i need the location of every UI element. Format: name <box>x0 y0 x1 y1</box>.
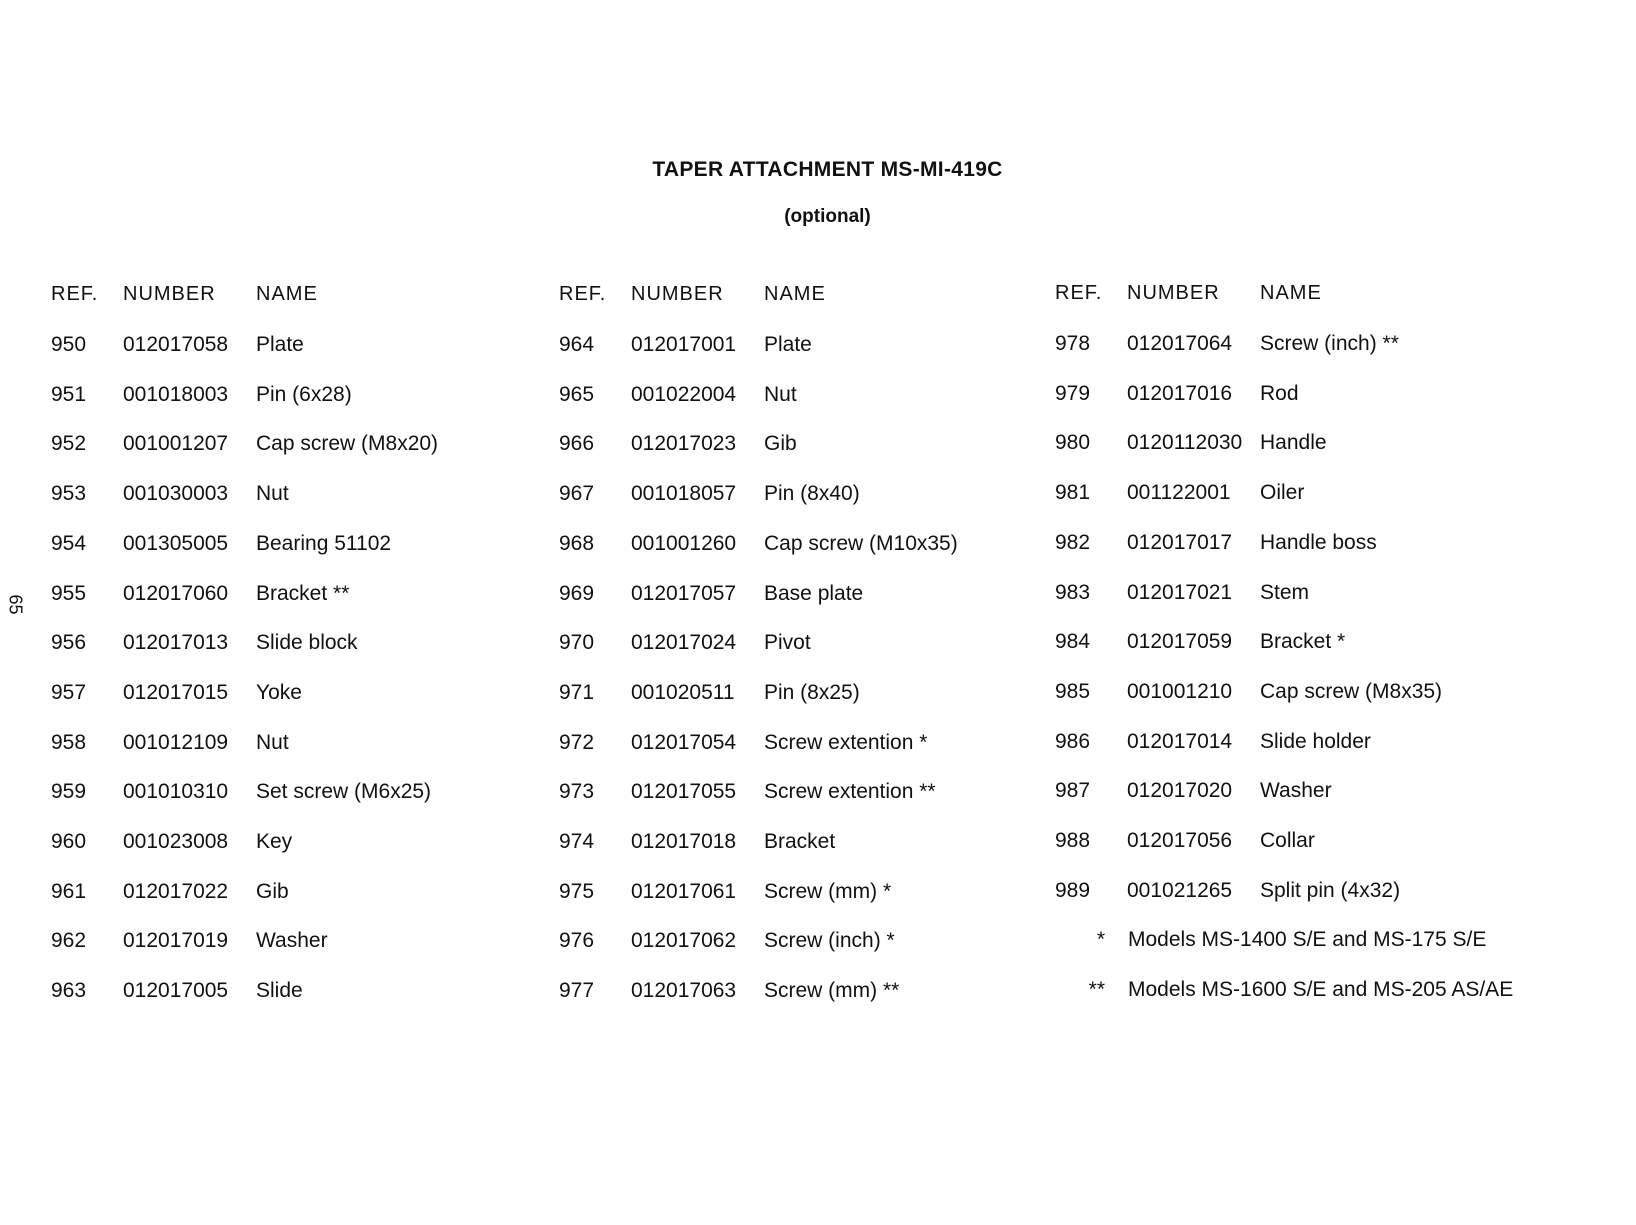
table-row <box>1055 879 1575 909</box>
part-name: Nut <box>764 382 797 406</box>
part-number: 012017020 <box>1127 779 1233 803</box>
part-ref: 958 <box>51 730 87 754</box>
part-ref: 953 <box>51 482 87 506</box>
table-row <box>559 383 1079 413</box>
part-number: 012017064 <box>1127 332 1233 355</box>
part-ref: 989 <box>1055 878 1091 902</box>
part-ref: 975 <box>559 879 595 903</box>
part-number: 001010310 <box>123 780 229 804</box>
part-ref: 988 <box>1055 829 1091 852</box>
table-row <box>1055 382 1575 412</box>
footnote-text: Models MS-1600 S/E and MS-205 AS/AE <box>1128 978 1514 1001</box>
table-row <box>51 482 571 512</box>
part-name: Nut <box>256 482 289 506</box>
part-ref: 960 <box>51 830 87 853</box>
table-row <box>51 333 571 363</box>
part-name: Pin (8x40) <box>764 482 860 506</box>
header-number: NUMBER <box>1127 282 1220 304</box>
part-number: 001122001 <box>1127 481 1231 505</box>
table-row <box>1055 431 1575 461</box>
table-row <box>559 532 1079 562</box>
part-ref: 962 <box>51 929 87 953</box>
part-number: 001021265 <box>1127 878 1233 902</box>
part-number: 012017001 <box>631 333 737 356</box>
part-number: 012017022 <box>123 879 229 903</box>
part-number: 001030003 <box>123 482 229 506</box>
part-ref: 981 <box>1055 481 1091 505</box>
part-name: Screw (inch) ** <box>1260 332 1399 355</box>
parts-column-2 <box>559 0 1079 1225</box>
part-number: 001023008 <box>123 830 229 853</box>
part-name: Screw (inch) * <box>764 929 895 953</box>
part-name: Gib <box>764 432 797 456</box>
table-row <box>51 929 571 959</box>
part-ref: 959 <box>51 780 87 804</box>
header-ref: REF. <box>51 283 99 305</box>
header-name: NAME <box>256 283 318 305</box>
part-name: Screw extention ** <box>764 780 936 804</box>
part-ref: 985 <box>1055 679 1091 703</box>
part-number: 001001260 <box>631 531 737 555</box>
part-name: Yoke <box>256 680 302 704</box>
part-number: 012017058 <box>123 333 229 356</box>
part-number: 012017060 <box>123 581 229 605</box>
table-row <box>51 731 571 761</box>
table-row <box>1055 730 1575 760</box>
table-row <box>559 582 1079 612</box>
part-name: Base plate <box>764 581 864 605</box>
part-name: Handle <box>1260 431 1327 455</box>
part-name: Pin (6x28) <box>256 382 352 406</box>
part-name: Key <box>256 830 293 853</box>
part-name: Split pin (4x32) <box>1260 878 1401 902</box>
table-row <box>51 830 571 860</box>
part-name: Slide <box>256 979 303 1003</box>
part-number: 012017017 <box>1127 530 1233 554</box>
part-name: Collar <box>1260 829 1315 852</box>
part-ref: 966 <box>559 432 595 456</box>
part-ref: 977 <box>559 979 595 1003</box>
table-row <box>559 432 1079 462</box>
parts-column-1 <box>51 0 571 1225</box>
part-ref: 964 <box>559 333 595 356</box>
table-row <box>1055 630 1575 660</box>
part-name: Gib <box>256 879 289 903</box>
table-row <box>51 582 571 612</box>
part-number: 012017055 <box>631 780 737 804</box>
part-name: Bracket ** <box>256 581 350 605</box>
part-name: Pin (8x25) <box>764 680 860 704</box>
part-ref: 973 <box>559 780 595 804</box>
part-name: Pivot <box>764 631 811 655</box>
part-name: Rod <box>1260 381 1299 405</box>
part-ref: 961 <box>51 879 87 903</box>
part-number: 001305005 <box>123 531 229 555</box>
part-name: Stem <box>1260 580 1310 604</box>
part-number: 012017005 <box>123 979 229 1003</box>
table-row <box>51 532 571 562</box>
table-row <box>559 880 1079 910</box>
part-ref: 967 <box>559 482 595 506</box>
table-row <box>51 780 571 810</box>
part-number: 001020511 <box>631 680 735 704</box>
part-name: Slide block <box>256 631 358 655</box>
part-ref: 957 <box>51 680 87 704</box>
page-number: 65 <box>5 594 26 615</box>
part-number: 012017062 <box>631 929 737 953</box>
part-number: 012017057 <box>631 581 737 605</box>
part-number: 001012109 <box>123 730 229 754</box>
part-ref: 984 <box>1055 630 1091 654</box>
footnote-mark: * <box>1096 928 1105 951</box>
table-row <box>1055 332 1575 362</box>
part-number: 012017061 <box>631 879 737 903</box>
part-ref: 983 <box>1055 580 1091 604</box>
part-ref: 952 <box>51 432 87 456</box>
part-number: 012017014 <box>1127 729 1233 753</box>
footnote-text: Models MS-1400 S/E and MS-175 S/E <box>1128 928 1487 951</box>
part-ref: 978 <box>1055 332 1091 355</box>
part-number: 012017016 <box>1127 381 1233 405</box>
part-ref: 954 <box>51 531 87 555</box>
part-number: 001001207 <box>123 432 229 456</box>
part-number: 012017054 <box>631 730 737 754</box>
page-title: TAPER ATTACHMENT MS-MI-419C <box>652 158 1003 181</box>
part-name: Cap screw (M8x20) <box>256 432 439 456</box>
table-row <box>559 830 1079 860</box>
part-ref: 976 <box>559 929 595 953</box>
part-ref: 951 <box>51 382 87 406</box>
part-ref: 968 <box>559 531 595 555</box>
part-name: Oiler <box>1260 481 1305 505</box>
part-number: 001001210 <box>1127 679 1233 703</box>
part-ref: 971 <box>559 680 595 704</box>
part-ref: 956 <box>51 631 87 655</box>
table-row <box>559 780 1079 810</box>
part-name: Slide holder <box>1260 729 1371 753</box>
part-number: 012017024 <box>631 631 737 655</box>
part-name: Bearing 51102 <box>256 531 392 555</box>
part-name: Bracket * <box>1260 630 1346 654</box>
part-number: 012017021 <box>1127 580 1233 604</box>
footnote-single-star <box>1055 928 1575 958</box>
part-number: 012017013 <box>123 631 229 655</box>
part-number: 012017015 <box>123 680 229 704</box>
part-ref: 950 <box>51 333 87 356</box>
part-number: 001022004 <box>631 382 737 406</box>
part-number: 012017023 <box>631 432 737 456</box>
header-name: NAME <box>1260 282 1322 304</box>
header-number: NUMBER <box>631 283 724 305</box>
part-ref: 963 <box>51 979 87 1003</box>
table-row <box>559 333 1079 363</box>
part-ref: 986 <box>1055 729 1091 753</box>
page-subtitle: (optional) <box>784 206 871 227</box>
part-name: Cap screw (M10x35) <box>764 531 958 555</box>
table-row <box>1055 779 1575 809</box>
footnote-mark: ** <box>1088 978 1105 1001</box>
part-number: 001018003 <box>123 382 229 406</box>
header-ref: REF. <box>559 283 607 305</box>
table-row <box>51 383 571 413</box>
part-number: 012017018 <box>631 830 737 853</box>
table-row <box>1055 581 1575 611</box>
table-row <box>1055 829 1575 859</box>
part-name: Cap screw (M8x35) <box>1260 679 1443 703</box>
part-ref: 970 <box>559 631 595 655</box>
part-ref: 972 <box>559 730 595 754</box>
part-name: Handle boss <box>1260 530 1377 554</box>
part-ref: 969 <box>559 581 595 605</box>
part-name: Screw extention * <box>764 730 928 754</box>
table-row <box>559 731 1079 761</box>
part-name: Screw (mm) ** <box>764 979 900 1003</box>
part-name: Plate <box>764 333 812 356</box>
part-ref: 965 <box>559 382 595 406</box>
table-row <box>51 880 571 910</box>
table-row <box>1055 481 1575 511</box>
part-name: Plate <box>256 333 304 356</box>
part-number: 0120112030 <box>1127 431 1243 455</box>
part-number: 001018057 <box>631 482 737 506</box>
header-ref: REF. <box>1055 282 1103 304</box>
part-ref: 987 <box>1055 779 1091 803</box>
part-ref: 980 <box>1055 431 1091 455</box>
part-name: Washer <box>1260 779 1332 803</box>
part-name: Nut <box>256 730 289 754</box>
part-number: 012017063 <box>631 979 737 1003</box>
part-ref: 979 <box>1055 381 1091 405</box>
table-row <box>51 432 571 462</box>
table-row <box>559 929 1079 959</box>
table-row <box>51 681 571 711</box>
part-ref: 974 <box>559 830 595 853</box>
footnote-double-star <box>1055 978 1575 1008</box>
part-number: 012017059 <box>1127 630 1233 654</box>
parts-column-3 <box>1055 0 1575 1225</box>
table-row <box>559 681 1079 711</box>
part-ref: 955 <box>51 581 87 605</box>
table-row <box>559 482 1079 512</box>
table-row <box>51 979 571 1009</box>
table-row <box>559 631 1079 661</box>
table-row <box>559 979 1079 1009</box>
table-row <box>1055 680 1575 710</box>
part-number: 012017019 <box>123 929 229 953</box>
table-row <box>51 631 571 661</box>
part-number: 012017056 <box>1127 829 1233 852</box>
part-name: Set screw (M6x25) <box>256 780 432 804</box>
table-row <box>1055 531 1575 561</box>
part-name: Screw (mm) * <box>764 879 892 903</box>
part-name: Washer <box>256 929 328 953</box>
header-name: NAME <box>764 283 826 305</box>
part-name: Bracket <box>764 830 836 853</box>
part-ref: 982 <box>1055 530 1091 554</box>
header-number: NUMBER <box>123 283 216 305</box>
